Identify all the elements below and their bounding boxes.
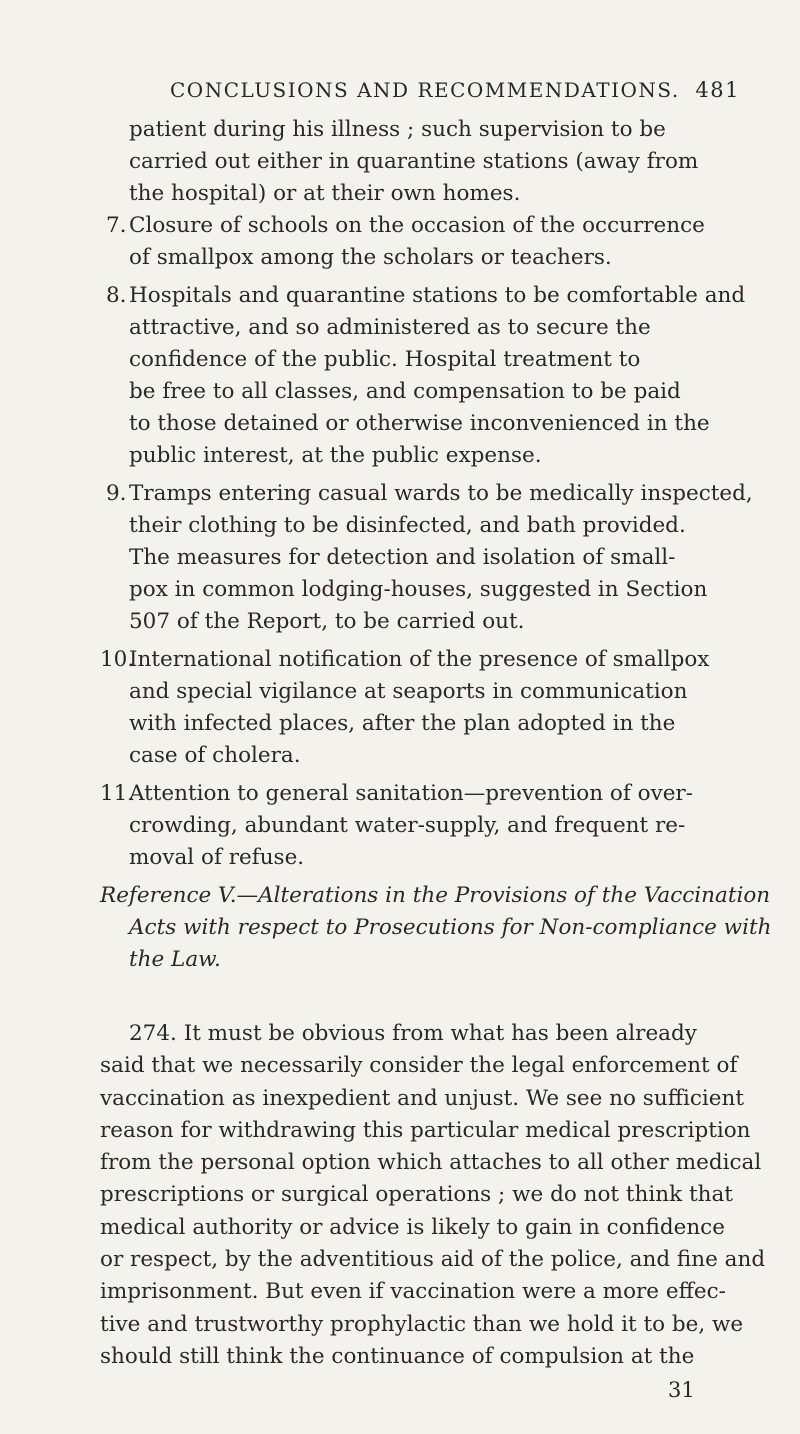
text-line: of smallpox among the scholars or teachers. bbox=[129, 245, 612, 270]
list-item-11 bbox=[100, 778, 693, 874]
text-line: imprisonment. But even if vaccination were a more effec- bbox=[100, 1279, 726, 1305]
text-line: carried out either in quarantine stations (away from bbox=[129, 149, 699, 174]
item-number: 7. bbox=[106, 213, 127, 238]
text-line: Hospitals and quarantine stations to be comfortable and bbox=[129, 283, 746, 308]
text-line: crowding, abundant water-supply, and frequent re- bbox=[129, 813, 686, 838]
text-line: their clothing to be disinfected, and bath provided. bbox=[129, 513, 686, 538]
text-line: vaccination as inexpedient and unjust. We see no sufficient bbox=[100, 1085, 744, 1111]
text-line: the hospital) or at their own homes. bbox=[129, 181, 521, 206]
text-line: be free to all classes, and compensation to be paid bbox=[129, 379, 681, 404]
text-line: or respect, by the adventitious aid of the police, and fine and bbox=[100, 1247, 766, 1273]
text-line: moval of refuse. bbox=[129, 845, 305, 870]
text-line: Closure of schools on the occasion of the occurrence bbox=[129, 213, 705, 238]
text-line: tive and trustworthy prophylactic than we hold it to be, we bbox=[100, 1311, 744, 1337]
text-line: to those detained or otherwise inconvenienced in the bbox=[129, 411, 710, 436]
text-line: said that we necessarily consider the legal enforcement of bbox=[100, 1053, 738, 1079]
text-line: 507 of the Report, to be carried out. bbox=[129, 609, 525, 634]
text-line: 274. It must be obvious from what has been already bbox=[129, 1021, 697, 1046]
text-line: and special vigilance at seaports in communication bbox=[129, 679, 688, 704]
item-number: 8. bbox=[106, 283, 127, 308]
reference-heading bbox=[100, 880, 771, 976]
reference-line: Reference V.—Alterations in the Provisions of the Vaccination bbox=[100, 883, 771, 908]
text-line: from the personal option which attaches to all other medical bbox=[100, 1150, 762, 1176]
list-item-9 bbox=[100, 478, 753, 638]
text-line: confidence of the public. Hospital treatment to bbox=[129, 347, 641, 372]
reference-line: the Law. bbox=[129, 947, 221, 972]
list-item-10 bbox=[100, 644, 709, 772]
running-title: CONCLUSIONS AND RECOMMENDATIONS. bbox=[170, 78, 680, 102]
page-number: 481 bbox=[695, 78, 740, 102]
continuation-text bbox=[129, 114, 698, 210]
text-line: Attention to general sanitation—prevention of over- bbox=[129, 781, 693, 806]
item-number: 9. bbox=[106, 481, 127, 506]
text-line: The measures for detection and isolation of small- bbox=[129, 545, 676, 570]
text-line: Tramps entering casual wards to be medically inspected, bbox=[129, 481, 753, 506]
item-number: 11. bbox=[100, 781, 135, 806]
text-line: medical authority or advice is likely to gain in confidence bbox=[100, 1214, 725, 1240]
text-line: case of cholera. bbox=[129, 743, 301, 768]
reference-line: Acts with respect to Prosecutions for Non-compliance with bbox=[129, 915, 772, 940]
item-number: 10. bbox=[100, 647, 135, 672]
text-line: should still think the continuance of compulsion at the bbox=[100, 1343, 695, 1369]
signature-mark: 31 bbox=[668, 1378, 695, 1402]
text-line: International notification of the presence of smallpox bbox=[129, 647, 710, 672]
paragraph-274 bbox=[100, 1018, 765, 1373]
text-line: prescriptions or surgical operations ; we do not think that bbox=[100, 1182, 733, 1208]
text-line: reason for withdrawing this particular medical prescription bbox=[100, 1117, 751, 1143]
text-line: with infected places, after the plan adopted in the bbox=[129, 711, 676, 736]
text-line: pox in common lodging-houses, suggested in Section bbox=[129, 577, 708, 602]
list-item-7 bbox=[100, 210, 705, 274]
text-line: attractive, and so administered as to secure the bbox=[129, 315, 651, 340]
text-line: public interest, at the public expense. bbox=[129, 443, 542, 468]
text-line: patient during his illness ; such supervision to be bbox=[129, 117, 666, 142]
list-item-8 bbox=[100, 280, 745, 472]
running-header bbox=[170, 78, 740, 108]
